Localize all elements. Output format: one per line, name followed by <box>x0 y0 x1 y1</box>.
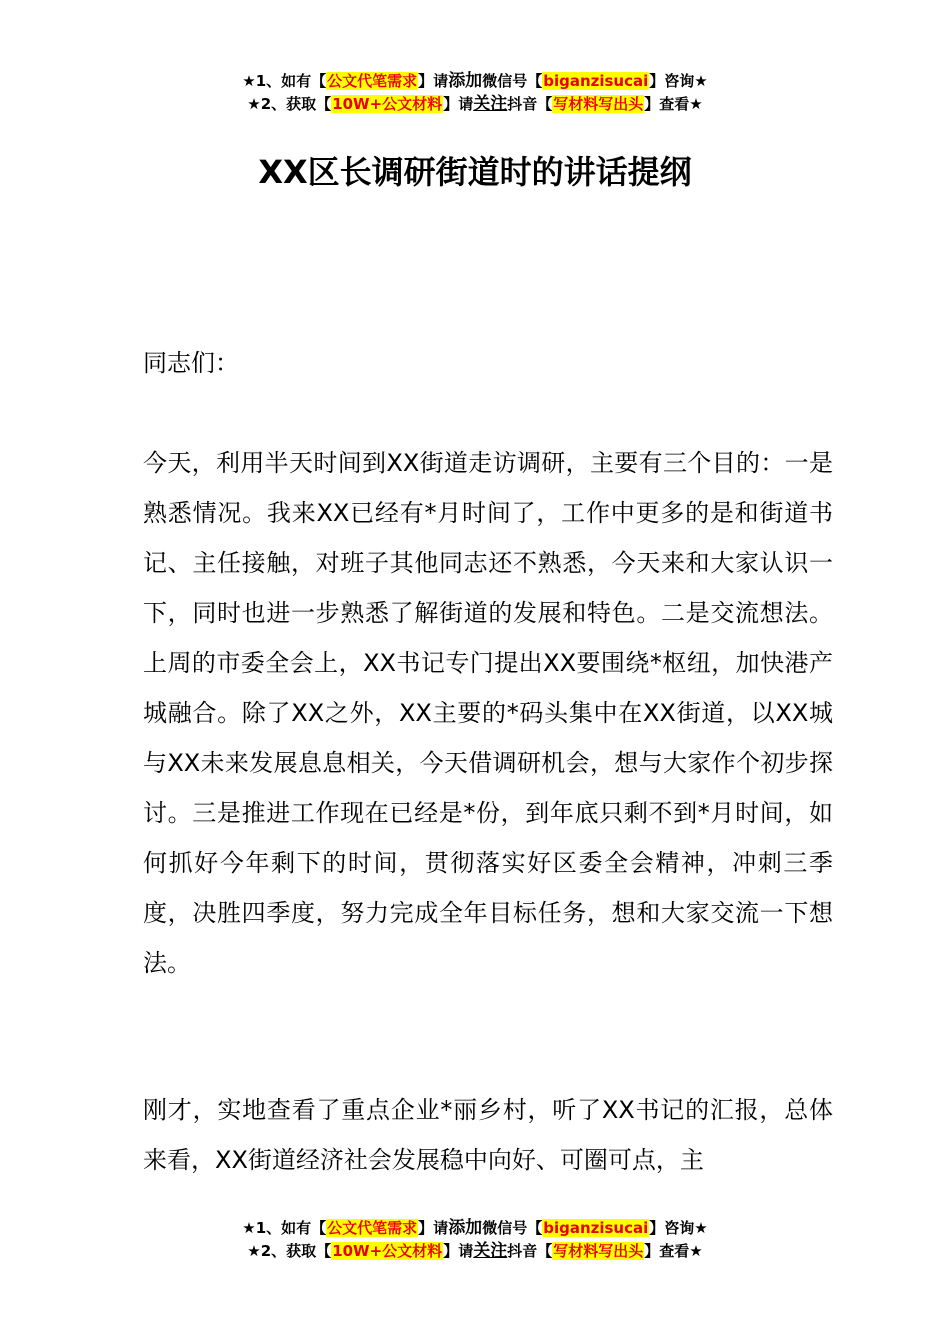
banner-line-1 <box>0 1217 950 1240</box>
banner-highlight: 10W+公文材料 <box>332 1242 443 1260</box>
banner-highlight: 公文代笔需求 <box>327 72 418 90</box>
banner-highlight: 写材料写出头 <box>553 95 644 113</box>
banner-text: 】请 <box>418 1219 449 1237</box>
banner-text: 】咨询★ <box>649 72 708 90</box>
banner-text: 微信号【 <box>482 72 543 90</box>
banner-text: 抖音【 <box>507 95 553 113</box>
banner-highlight: 写材料写出头 <box>553 1242 644 1260</box>
banner-highlight: biganzisucai <box>543 72 649 90</box>
banner-highlight: 公文代笔需求 <box>327 1219 418 1237</box>
banner-text: 】请 <box>443 95 474 113</box>
footer-banner <box>0 1217 950 1263</box>
banner-emphasis: 添加 <box>448 71 483 91</box>
banner-line-2 <box>0 1240 950 1263</box>
document-title: XX区长调研街道时的讲话提纲 <box>258 153 692 191</box>
banner-emphasis: 添加 <box>448 1218 483 1238</box>
banner-text: 微信号【 <box>482 1219 543 1237</box>
body-paragraph-2: 刚才，实地查看了重点企业*丽乡村，听了XX书记的汇报，总体来看，XX街道经济社会发展稳中向好、可圈可点，主 <box>143 1096 833 1174</box>
body-paragraph-1: 今天，利用半天时间到XX街道走访调研，主要有三个目的：一是熟悉情况。我来XX已经有*月时间了，工作中更多的是和街道书记、主任接触，对班子其他同志还不熟悉，今天来和大家认识一下，同时也进一步熟悉了解街道的发展和特色。二是交流想法。上周的市委全会上，XX书记专门提出XX要围绕*枢纽，加快港产城融合。除了XX之外，XX主要的*码头集中在XX街道，以XX城与XX未来发展息息相关，今天借调研机会，想与大家作个初步探讨。三是推进工作现在已经是*份，到年底只剩不到*月时间，如何抓好今年剩下的时间，贯彻落实好区委全会精神，冲刺三季度，决胜四季度，努力完成全年目标任务，想和大家交流一下想法。 <box>143 449 833 977</box>
banner-text: 抖音【 <box>507 1242 553 1260</box>
banner-text: 】请 <box>418 72 449 90</box>
banner-highlight: biganzisucai <box>543 1219 649 1237</box>
banner-line-2 <box>0 93 950 116</box>
banner-text: ★1、如有【 <box>242 72 327 90</box>
banner-text: 】咨询★ <box>649 1219 708 1237</box>
banner-text: ★2、获取【 <box>247 95 332 113</box>
salutation: 同志们： <box>143 349 239 377</box>
banner-text: 】查看★ <box>644 1242 703 1260</box>
banner-text: 】查看★ <box>644 95 703 113</box>
header-banner <box>0 70 950 116</box>
banner-emphasis: 关注 <box>473 94 508 114</box>
banner-text: ★1、如有【 <box>242 1219 327 1237</box>
banner-highlight: 10W+公文材料 <box>332 95 443 113</box>
banner-emphasis: 关注 <box>473 1241 508 1261</box>
banner-text: 】请 <box>443 1242 474 1260</box>
banner-text: ★2、获取【 <box>247 1242 332 1260</box>
banner-line-1 <box>0 70 950 93</box>
